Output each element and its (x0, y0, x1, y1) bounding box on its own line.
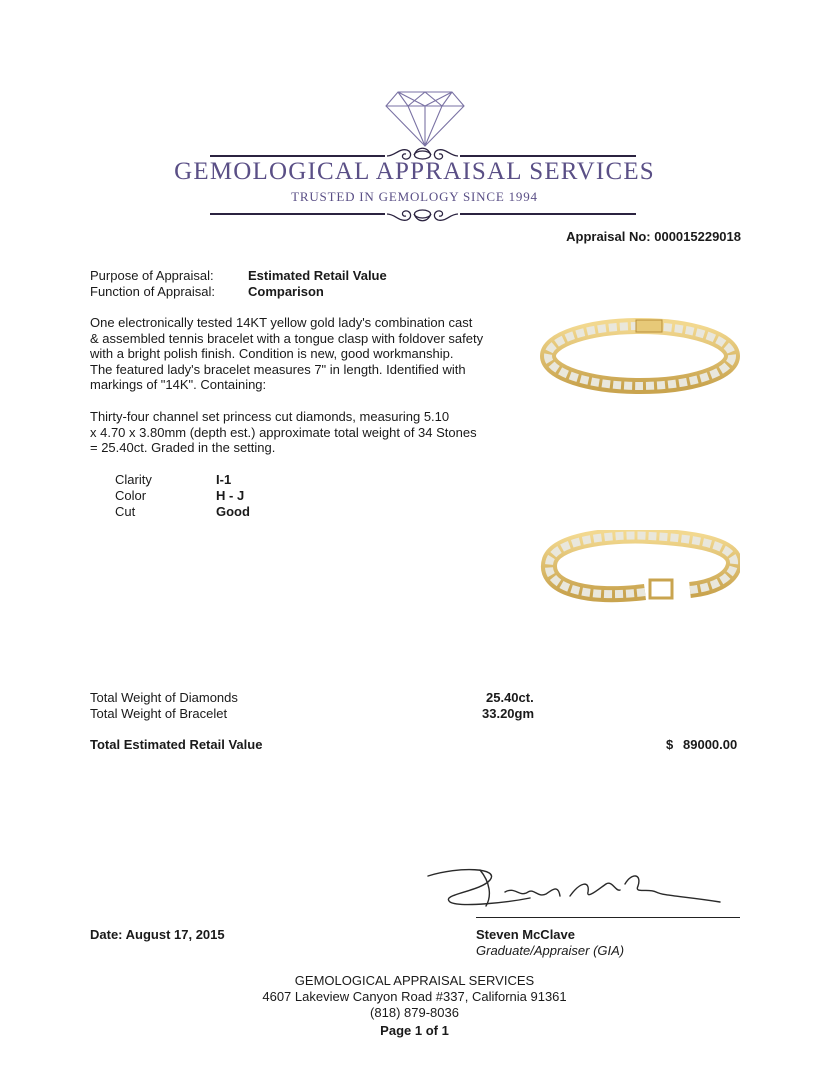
total-diamond-weight-value: 25.40ct. (486, 690, 534, 705)
total-retail-value-label: Total Estimated Retail Value (90, 737, 263, 752)
appraisal-date: Date: August 17, 2015 (90, 927, 225, 942)
appraiser-signature (420, 862, 740, 918)
purpose-label: Purpose of Appraisal: (90, 268, 214, 283)
description-line: The featured lady's bracelet measures 7" in length. Identified with (90, 361, 466, 377)
appraisal-number: Appraisal No: 000015229018 (566, 229, 741, 244)
footer-phone: (818) 879-8036 (370, 1005, 459, 1020)
description-line: & assembled tennis bracelet with a tongue clasp with foldover safety (90, 330, 484, 346)
total-bracelet-weight-value: 33.20gm (482, 706, 535, 721)
appraiser-title: Graduate/Appraiser (GIA) (476, 943, 625, 958)
stones-line: = 25.40ct. Graded in the setting. (90, 440, 276, 455)
total-bracelet-weight-label: Total Weight of Bracelet (90, 706, 228, 721)
description-paragraph (90, 315, 515, 393)
cut-value: Good (216, 504, 250, 519)
appraiser-name: Steven McClave (476, 927, 575, 942)
header-top-rule (210, 155, 385, 157)
description-line: markings of "14K". Containing: (90, 377, 267, 392)
clarity-value: I-1 (216, 472, 232, 487)
footer-address: 4607 Lakeview Canyon Road #337, California 91361 (262, 989, 567, 1004)
flourish-ornament-icon (385, 203, 460, 225)
footer (0, 973, 829, 1039)
description-line: with a bright polish finish. Condition is new, good workmanship. (90, 346, 454, 361)
function-label: Function of Appraisal: (90, 284, 216, 299)
stones-line: x 4.70 x 3.80mm (depth est.) approximate total weight of 34 Stones (90, 424, 477, 440)
purpose-value: Estimated Retail Value (248, 268, 387, 283)
function-value: Comparison (248, 284, 324, 299)
tennis-bracelet-open-clasp-photo (540, 530, 740, 610)
header-bottom-rule (210, 213, 385, 215)
tagline: TRUSTED IN GEMOLOGY SINCE 1994 (291, 189, 538, 204)
footer-company: GEMOLOGICAL APPRAISAL SERVICES (294, 973, 535, 988)
color-label: Color (115, 488, 147, 503)
color-value: H - J (216, 488, 245, 503)
retail-currency: $ (666, 737, 674, 752)
total-retail-value: 89000.00 (683, 737, 738, 752)
clarity-label: Clarity (115, 472, 152, 487)
signature-line (476, 917, 740, 918)
total-diamond-weight-label: Total Weight of Diamonds (90, 690, 238, 705)
page-number: Page 1 of 1 (380, 1023, 449, 1038)
description-line: One electronically tested 14KT yellow gold lady's combination cast (90, 315, 473, 330)
cut-label: Cut (115, 504, 136, 519)
header-bottom-rule (460, 213, 636, 215)
company-name: GEMOLOGICAL APPRAISAL SERVICES (174, 158, 655, 185)
stones-line: Thirty-four channel set princess cut diamonds, measuring 5.10 (90, 409, 450, 424)
header-top-rule (460, 155, 636, 157)
tennis-bracelet-photo (540, 318, 740, 398)
diamond-logo-icon (384, 90, 466, 148)
stones-paragraph (90, 409, 515, 456)
